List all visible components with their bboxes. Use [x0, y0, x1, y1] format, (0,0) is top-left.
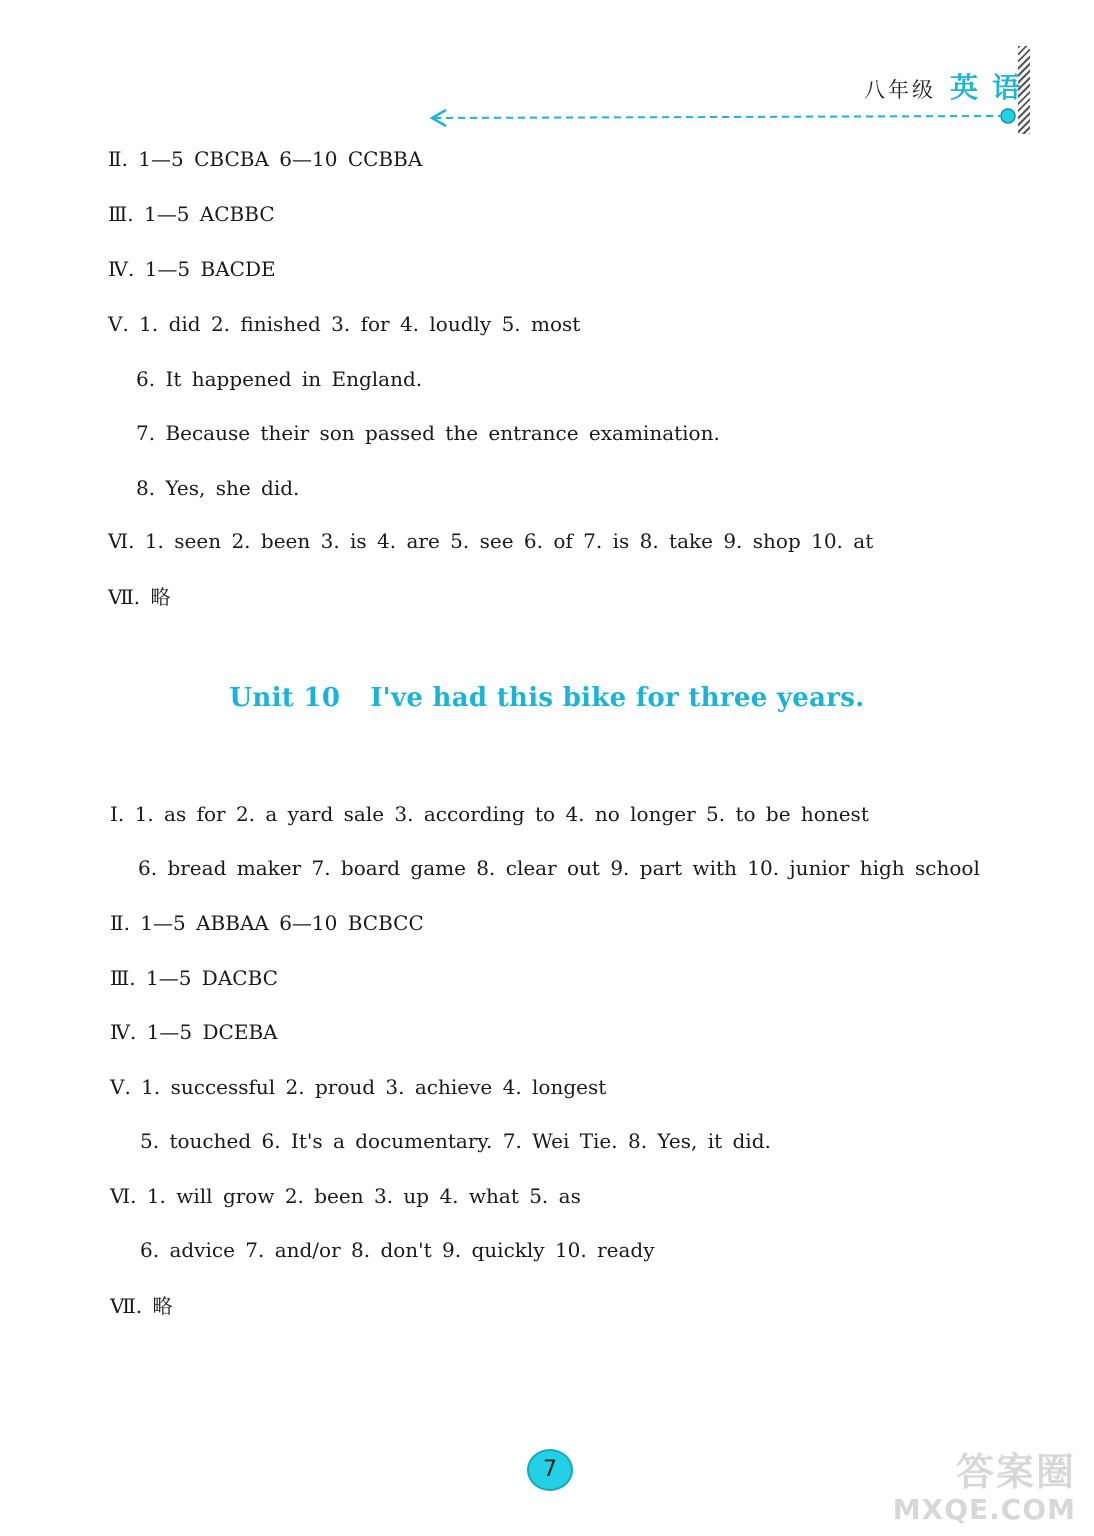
answer-line: Ⅰ. 1. as for 2. a yard sale 3. according to 4. no longer 5. to be honest — [110, 802, 869, 826]
answer-line: Ⅱ. 1—5 CBCBA 6—10 CCBBA — [108, 147, 423, 171]
unit-number: Unit 10 — [229, 683, 341, 713]
answer-line: Ⅲ. 1—5 DACBC — [110, 966, 278, 990]
answer-line: Ⅴ. 1. successful 2. proud 3. achieve 4. longest — [110, 1075, 607, 1099]
unit-title-text: I've had this bike for three years. — [370, 683, 865, 713]
header-subject: 英语 — [949, 71, 1034, 104]
answer-line: 6. bread maker 7. board game 8. clear out 9. part with 10. junior high school — [138, 856, 980, 880]
answer-line: Ⅳ. 1—5 BACDE — [108, 257, 276, 281]
answer-line: 8. Yes, she did. — [136, 476, 300, 500]
answer-line: Ⅴ. 1. did 2. finished 3. for 4. loudly 5. most — [108, 312, 581, 336]
answer-line: 6. It happened in England. — [136, 367, 423, 391]
watermark-logo — [876, 1450, 1076, 1530]
unit-heading — [0, 683, 1094, 713]
answer-line: Ⅶ. 略 — [110, 1294, 173, 1318]
answer-line: 7. Because their son passed the entrance examination. — [136, 421, 720, 445]
running-header — [864, 66, 1034, 106]
watermark-text: 答案圈 — [955, 1450, 1076, 1494]
page-number-badge: 7 — [527, 1449, 573, 1491]
watermark-url: MXQE.COM — [892, 1493, 1076, 1526]
header-grade: 八年级 — [863, 78, 936, 102]
answer-line: Ⅵ. 1. will grow 2. been 3. up 4. what 5. as — [110, 1184, 581, 1208]
answer-line: Ⅲ. 1—5 ACBBC — [108, 202, 275, 226]
answer-line: 5. touched 6. It's a documentary. 7. Wei Tie. 8. Yes, it did. — [140, 1129, 771, 1153]
answer-line: Ⅶ. 略 — [108, 585, 171, 609]
answer-line: Ⅵ. 1. seen 2. been 3. is 4. are 5. see 6. of 7. is 8. take 9. shop 10. at — [108, 529, 874, 553]
answer-line: Ⅱ. 1—5 ABBAA 6—10 BCBCC — [110, 911, 424, 935]
answer-line: 6. advice 7. and/or 8. don't 9. quickly 10. ready — [140, 1238, 655, 1262]
answer-line: Ⅳ. 1—5 DCEBA — [110, 1020, 278, 1044]
header-dashed-arrow — [430, 106, 1020, 130]
